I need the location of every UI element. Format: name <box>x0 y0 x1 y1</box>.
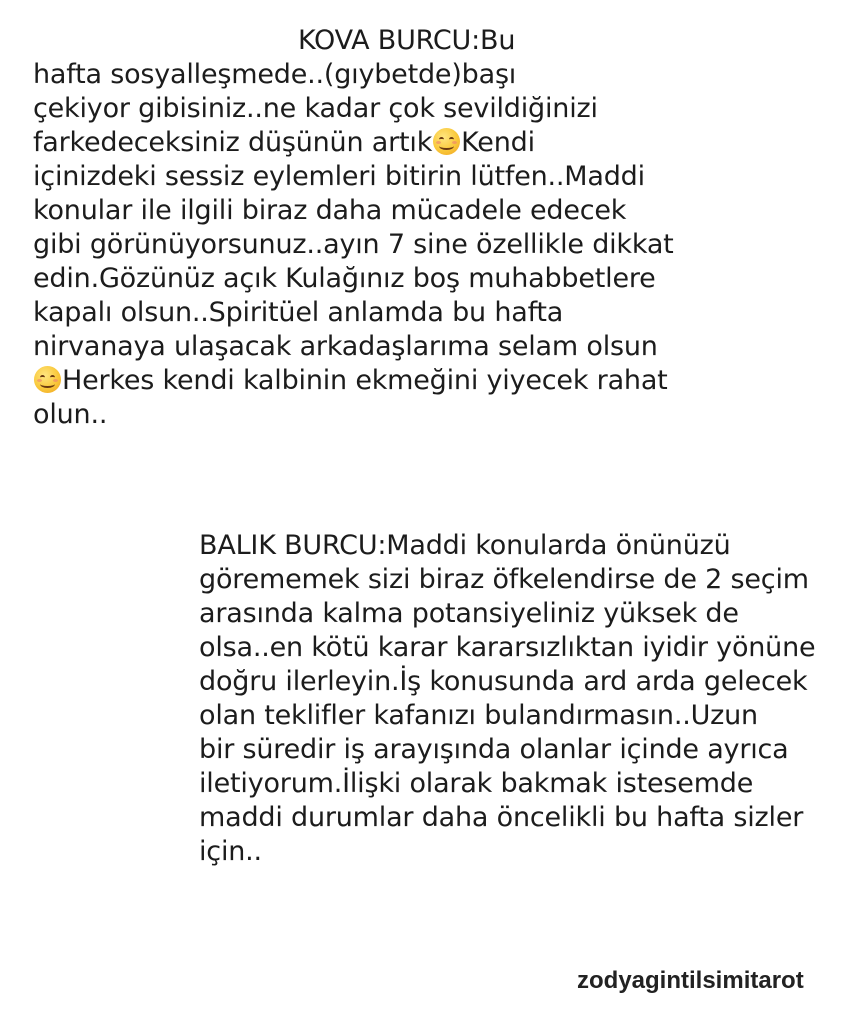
balik-text-line: bir süredir iş arayışında olanlar içinde ayrıca <box>199 734 789 765</box>
balik-text-line: görememek sizi biraz öfkelendirse de 2 seçim <box>199 564 809 595</box>
kova-title-line: KOVA BURCU:Bu <box>298 25 516 56</box>
balik-text-line: doğru ilerleyin.İş konusunda ard arda gelecek <box>199 666 808 697</box>
kova-text-line: edin.Gözünüz açık Kulağınız boş muhabbetlere <box>33 263 656 294</box>
kova-text-line: içinizdeki sessiz eylemleri bitirin lütfen..Maddi <box>33 161 645 192</box>
balik-text-line: arasında kalma potansiyeliniz yüksek de <box>199 598 739 629</box>
account-watermark: zodyagintilsimitarot <box>577 967 804 994</box>
kova-text-line: çekiyor gibisiniz..ne kadar çok sevildiğinizi <box>33 93 598 124</box>
kova-text-line: konular ile ilgili biraz daha mücadele edecek <box>33 195 627 226</box>
kova-text-line: gibi görünüyorsunuz..ayın 7 sine özellikle dikkat <box>33 229 674 260</box>
kova-text-line: nirvanaya ulaşacak arkadaşlarıma selam olsun <box>33 331 658 362</box>
kova-text-fragment: Herkes kendi kalbinin ekmeğini yiyecek rahat <box>62 365 668 396</box>
balik-text-line: için.. <box>199 836 262 867</box>
balik-title-line: BALIK BURCU:Maddi konularda önünüzü <box>199 530 731 561</box>
balik-text-line: olan teklifler kafanızı bulandırmasın..Uzun <box>199 700 758 731</box>
kova-text-line <box>33 126 535 160</box>
balik-text-line: maddi durumlar daha öncelikli bu hafta sizler <box>199 802 804 833</box>
kova-text-line <box>33 364 668 398</box>
kova-text-fragment: Kendi <box>461 127 535 158</box>
kova-text-fragment: farkedeceksiniz düşünün artık <box>33 127 433 158</box>
kova-text-line: olun.. <box>33 399 108 430</box>
kova-text-line: kapalı olsun..Spiritüel anlamda bu hafta <box>33 297 564 328</box>
balik-text-line: iletiyorum.İlişki olarak bakmak istesemde <box>199 768 754 799</box>
balik-text-line: olsa..en kötü karar kararsızlıktan iyidir yönüne <box>199 632 816 663</box>
smiling-face-emoji-icon <box>433 128 460 155</box>
kova-text-line: hafta sosyalleşmede..(gıybetde)başı <box>33 59 517 90</box>
smiling-face-emoji-icon <box>34 366 61 393</box>
